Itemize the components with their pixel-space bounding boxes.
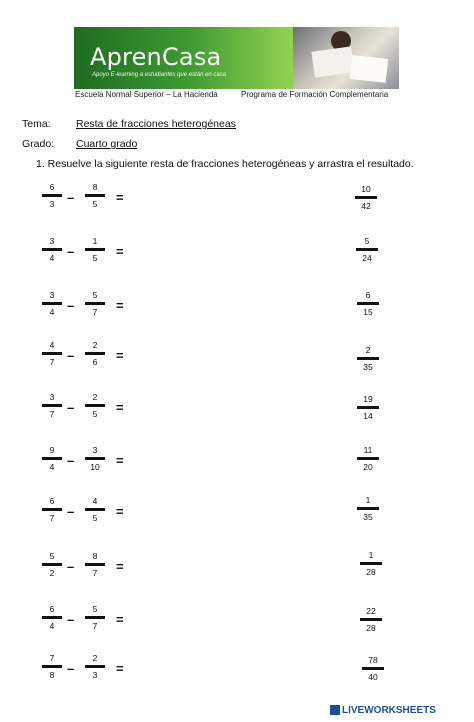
subtrahend-fraction bbox=[85, 551, 105, 578]
fraction-bar bbox=[85, 665, 105, 668]
subtrahend-fraction bbox=[85, 604, 105, 631]
numerator: 3 bbox=[49, 290, 55, 300]
grado-label: Grado: bbox=[22, 138, 55, 150]
fraction-bar bbox=[85, 563, 105, 566]
denominator: 14 bbox=[363, 411, 373, 421]
fraction-bar bbox=[357, 302, 379, 305]
draggable-answer[interactable] bbox=[360, 606, 382, 633]
fraction-bar bbox=[357, 406, 379, 409]
fraction-bar bbox=[42, 302, 62, 305]
minuend-fraction bbox=[42, 496, 62, 523]
fraction-bar bbox=[357, 457, 379, 460]
brand-logo-text: AprenCasa bbox=[90, 43, 222, 71]
minus-sign: – bbox=[67, 400, 75, 415]
denominator: 5 bbox=[92, 199, 98, 209]
fraction-bar bbox=[85, 508, 105, 511]
subtrahend-fraction bbox=[85, 653, 105, 680]
numerator: 22 bbox=[366, 606, 376, 616]
draggable-answer[interactable] bbox=[362, 655, 384, 682]
footer-text: LIVEWORKSHEETS bbox=[342, 705, 436, 716]
fraction-bar bbox=[360, 562, 382, 565]
equals-sign: = bbox=[116, 559, 124, 574]
fraction-bar bbox=[42, 194, 62, 197]
equals-sign: = bbox=[116, 348, 124, 363]
minus-sign: – bbox=[67, 190, 75, 205]
fraction-bar bbox=[42, 508, 62, 511]
subtrahend-fraction bbox=[85, 392, 105, 419]
minus-sign: – bbox=[67, 453, 75, 468]
minus-sign: – bbox=[67, 504, 75, 519]
numerator: 5 bbox=[364, 236, 370, 246]
denominator: 7 bbox=[92, 307, 98, 317]
equals-sign: = bbox=[116, 244, 124, 259]
denominator: 42 bbox=[361, 201, 371, 211]
fraction-bar bbox=[42, 404, 62, 407]
minuend-fraction bbox=[42, 445, 62, 472]
minuend-fraction bbox=[42, 340, 62, 367]
denominator: 6 bbox=[92, 357, 98, 367]
equals-sign: = bbox=[116, 298, 124, 313]
fraction-bar bbox=[357, 507, 379, 510]
equals-sign: = bbox=[116, 190, 124, 205]
numerator: 6 bbox=[365, 290, 371, 300]
fraction-bar bbox=[42, 352, 62, 355]
subtrahend-fraction bbox=[85, 236, 105, 263]
denominator: 7 bbox=[92, 568, 98, 578]
fraction-bar bbox=[85, 616, 105, 619]
numerator: 4 bbox=[49, 340, 55, 350]
numerator: 6 bbox=[49, 496, 55, 506]
draggable-answer[interactable] bbox=[357, 394, 379, 421]
minuend-fraction bbox=[42, 551, 62, 578]
equals-sign: = bbox=[116, 661, 124, 676]
denominator: 40 bbox=[368, 672, 378, 682]
minus-sign: – bbox=[67, 559, 75, 574]
instruction: 1. Resuelve la siguiente resta de fracciones heterogéneas y arrastra el resultado. bbox=[36, 158, 414, 170]
denominator: 3 bbox=[92, 670, 98, 680]
denominator: 4 bbox=[49, 307, 55, 317]
denominator: 35 bbox=[363, 512, 373, 522]
numerator: 78 bbox=[368, 655, 378, 665]
equals-sign: = bbox=[116, 612, 124, 627]
draggable-answer[interactable] bbox=[356, 236, 378, 263]
denominator: 35 bbox=[363, 362, 373, 372]
numerator: 10 bbox=[361, 184, 371, 194]
fraction-bar bbox=[360, 618, 382, 621]
numerator: 6 bbox=[49, 182, 55, 192]
fraction-bar bbox=[362, 667, 384, 670]
fraction-bar bbox=[42, 248, 62, 251]
numerator: 11 bbox=[363, 445, 373, 455]
numerator: 9 bbox=[49, 445, 55, 455]
numerator: 5 bbox=[92, 290, 98, 300]
fraction-bar bbox=[42, 616, 62, 619]
fraction-bar bbox=[357, 357, 379, 360]
denominator: 2 bbox=[49, 568, 55, 578]
denominator: 15 bbox=[363, 307, 373, 317]
minus-sign: – bbox=[67, 661, 75, 676]
fraction-bar bbox=[42, 563, 62, 566]
denominator: 7 bbox=[92, 621, 98, 631]
equals-sign: = bbox=[116, 453, 124, 468]
numerator: 8 bbox=[92, 551, 98, 561]
brand-tagline: Apoyo E-learning a estudiantes que están en casa bbox=[92, 72, 227, 78]
denominator: 4 bbox=[49, 462, 55, 472]
denominator: 20 bbox=[363, 462, 373, 472]
draggable-answer[interactable] bbox=[357, 495, 379, 522]
equals-sign: = bbox=[116, 504, 124, 519]
fraction-bar bbox=[85, 302, 105, 305]
numerator: 4 bbox=[92, 496, 98, 506]
liveworksheets-icon bbox=[330, 705, 340, 715]
minuend-fraction bbox=[42, 182, 62, 209]
numerator: 8 bbox=[92, 182, 98, 192]
fraction-bar bbox=[42, 665, 62, 668]
subtrahend-fraction bbox=[85, 182, 105, 209]
subtrahend-fraction bbox=[85, 445, 105, 472]
liveworksheets-logo bbox=[330, 705, 436, 716]
minuend-fraction bbox=[42, 290, 62, 317]
numerator: 2 bbox=[92, 653, 98, 663]
numerator: 6 bbox=[49, 604, 55, 614]
tema-label: Tema: bbox=[22, 118, 51, 130]
numerator: 7 bbox=[49, 653, 55, 663]
numerator: 2 bbox=[92, 392, 98, 402]
subtrahend-fraction bbox=[85, 340, 105, 367]
draggable-answer[interactable] bbox=[357, 345, 379, 372]
subtrahend-fraction bbox=[85, 496, 105, 523]
numerator: 5 bbox=[92, 604, 98, 614]
numerator: 3 bbox=[92, 445, 98, 455]
draggable-answer[interactable] bbox=[357, 445, 379, 472]
school-name: Escuela Normal Superior – La Hacienda bbox=[75, 90, 218, 99]
minus-sign: – bbox=[67, 298, 75, 313]
numerator: 3 bbox=[49, 236, 55, 246]
denominator: 10 bbox=[90, 462, 100, 472]
equals-sign: = bbox=[116, 400, 124, 415]
denominator: 5 bbox=[92, 253, 98, 263]
numerator: 3 bbox=[49, 392, 55, 402]
minuend-fraction bbox=[42, 392, 62, 419]
fraction-bar bbox=[85, 248, 105, 251]
denominator: 7 bbox=[49, 357, 55, 367]
banner-photo bbox=[293, 27, 399, 89]
minuend-fraction bbox=[42, 236, 62, 263]
denominator: 3 bbox=[49, 199, 55, 209]
minus-sign: – bbox=[67, 348, 75, 363]
denominator: 8 bbox=[49, 670, 55, 680]
numerator: 19 bbox=[363, 394, 373, 404]
numerator: 2 bbox=[365, 345, 371, 355]
header-banner bbox=[74, 27, 399, 89]
numerator: 5 bbox=[49, 551, 55, 561]
fraction-bar bbox=[42, 457, 62, 460]
denominator: 28 bbox=[366, 567, 376, 577]
minus-sign: – bbox=[67, 244, 75, 259]
fraction-bar bbox=[85, 404, 105, 407]
fraction-bar bbox=[85, 457, 105, 460]
draggable-answer[interactable] bbox=[355, 184, 377, 211]
grado-value: Cuarto grado bbox=[76, 138, 138, 150]
minuend-fraction bbox=[42, 604, 62, 631]
denominator: 7 bbox=[49, 409, 55, 419]
tema-value: Resta de fracciones heterogéneas bbox=[76, 118, 236, 130]
numerator: 1 bbox=[368, 550, 374, 560]
minuend-fraction bbox=[42, 653, 62, 680]
denominator: 4 bbox=[49, 253, 55, 263]
denominator: 5 bbox=[92, 513, 98, 523]
denominator: 24 bbox=[362, 253, 372, 263]
minus-sign: – bbox=[67, 612, 75, 627]
fraction-bar bbox=[355, 196, 377, 199]
fraction-bar bbox=[356, 248, 378, 251]
numerator: 1 bbox=[365, 495, 371, 505]
fraction-bar bbox=[85, 352, 105, 355]
program-name: Programa de Formación Complementaria bbox=[241, 90, 389, 99]
denominator: 7 bbox=[49, 513, 55, 523]
denominator: 4 bbox=[49, 621, 55, 631]
denominator: 5 bbox=[92, 409, 98, 419]
subtrahend-fraction bbox=[85, 290, 105, 317]
draggable-answer[interactable] bbox=[357, 290, 379, 317]
denominator: 28 bbox=[366, 623, 376, 633]
numerator: 1 bbox=[92, 236, 98, 246]
numerator: 2 bbox=[92, 340, 98, 350]
fraction-bar bbox=[85, 194, 105, 197]
draggable-answer[interactable] bbox=[360, 550, 382, 577]
